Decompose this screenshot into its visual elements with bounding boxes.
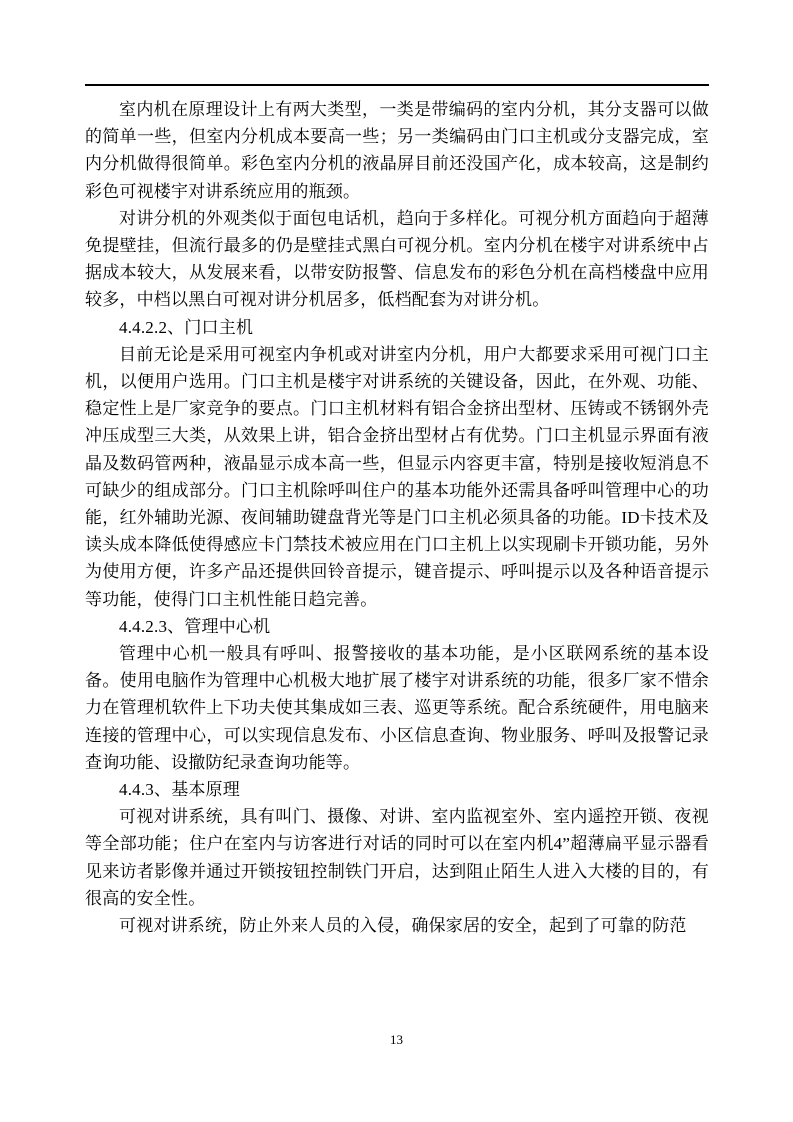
section-heading-door-station: 4.4.2.2、门口主机 [119,317,254,337]
section-heading-basic-principle: 4.4.3、基本原理 [119,780,240,800]
body-paragraph-management-center-details: 管理中心机一般具有呼叫、报警接收的基本功能，是小区联网系统的基本设备。使用电脑作为管理中心机极大地扩展了楼宇对讲系统的功能，很多厂家不惜余力在管理机软件上下功夫使其集成如三表、巡更等系统。配合系统硬件，用电脑来连接的管理中心，可以实现信息发布、小区信息查询、物业服务、呼叫及报警记录查询功能、设撤防纪录查询功能等。 [85,644,709,772]
body-paragraph-video-intercom-functions: 可视对讲系统，具有叫门、摄像、对讲、室内监视室外、室内遥控开锁、夜视等全部功能；住户在室内与访客进行对话的同时可以在室内机4”超薄扁平显示器看见来访者影像并通过开锁按钮控制铁门开启，达到阻止陌生人进入大楼的目的，有很高的安全性。 [85,807,709,908]
page-content [85,96,709,939]
section-heading-management-center: 4.4.2.3、管理中心机 [119,616,271,636]
header-rule [85,84,709,86]
page-number: 13 [390,1032,403,1047]
body-paragraph-video-intercom-security: 可视对讲系统，防止外来人员的入侵，确保家居的安全，起到了可靠的防范 [119,916,687,936]
body-paragraph-intercom-extension-appearance: 对讲分机的外观类似于面包电话机，趋向于多样化。可视分机方面趋向于超薄免提壁挂，但流行最多的仍是壁挂式黑白可视分机。室内分机在楼宇对讲系统中占据成本较大，从发展来看，以带安防报警、信息发布的彩色分机在高档楼盘中应用较多，中档以黑白可视对讲分机居多，低档配套为对讲分机。 [85,208,709,310]
body-paragraph-indoor-unit-types: 室内机在原理设计上有两大类型，一类是带编码的室内分机，其分支器可以做的简单一些，但室内分机成本要高一些；另一类编码由门口主机或分支器完成，室内分机做得很简单。彩色室内分机的液晶屏目前还没国产化，成本较高，这是制约彩色可视楼宇对讲系统应用的瓶颈。 [85,100,709,201]
body-paragraph-door-station-details: 目前无论是采用可视室内争机或对讲室内分机，用户大都要求采用可视门口主机，以便用户选用。门口主机是楼宇对讲系统的关键设备，因此，在外观、功能、稳定性上是厂家竞争的要点。门口主机材料有铝合金挤出型材、压铸或不锈钢外壳冲压成型三大类，从效果上讲，铝合金挤出型材占有优势。门口主机显示界面有液晶及数码管两种，液晶显示成本高一些，但显示内容更丰富，特别是接收短消息不可缺少的组成部分。门口主机除呼叫住户的基本功能外还需具备呼叫管理中心的功能，红外辅助光源、夜间辅助键盘背光等是门口主机必须具备的功能。ID卡技术及读头成本降低使得感应卡门禁技术被应用在门口主机上以实现刷卡开锁功能，另外为使用方便，许多产品还提供回铃音提示，键音提示、呼叫提示以及各种语音提示等功能，使得门口主机性能日趋完善。 [85,344,709,609]
